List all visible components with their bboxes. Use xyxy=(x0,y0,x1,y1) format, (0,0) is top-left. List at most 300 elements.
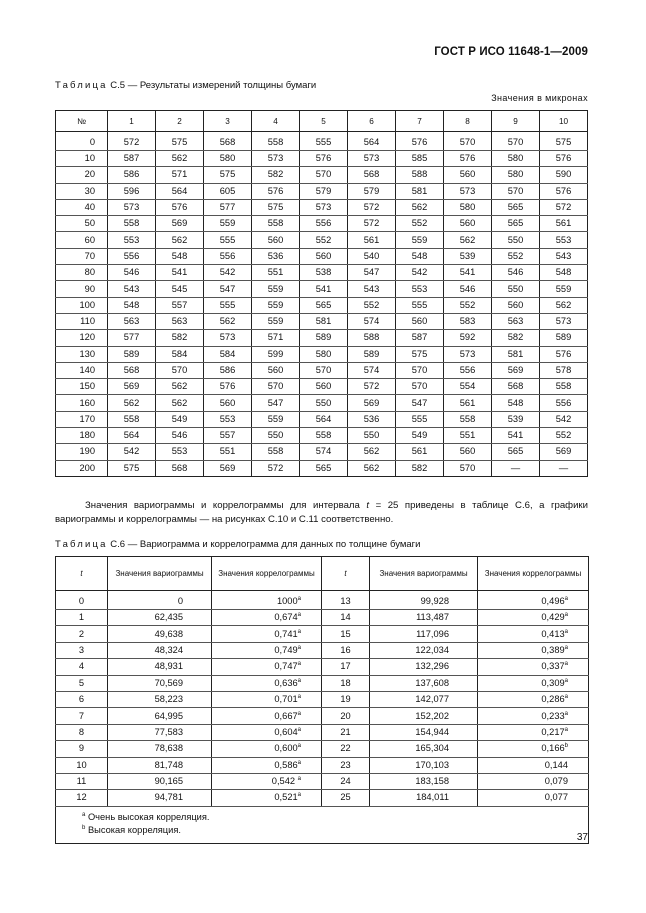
correlogram-cell: 0,389$^a$ xyxy=(478,642,589,658)
value-cell: 553 xyxy=(396,281,444,297)
value-cell: 572 xyxy=(108,132,156,151)
row-index-cell: 30 xyxy=(56,183,108,199)
value-cell: 543 xyxy=(540,248,588,264)
value-cell: 552 xyxy=(444,297,492,313)
value-cell: 576 xyxy=(300,151,348,167)
value-cell: 575 xyxy=(252,199,300,215)
value-cell: 538 xyxy=(300,265,348,281)
value-cell: 546 xyxy=(492,265,540,281)
table-row xyxy=(56,460,588,476)
value-cell: 570 xyxy=(492,183,540,199)
value-cell: 548 xyxy=(540,265,588,281)
correlogram-cell: 0,286$^a$ xyxy=(478,691,589,707)
caption-label: Таблица xyxy=(55,539,108,550)
variogram-cell: 77,583 xyxy=(108,724,212,740)
value-cell: 556 xyxy=(444,362,492,378)
interval-cell: 9 xyxy=(56,741,108,757)
value-cell: 550 xyxy=(492,232,540,248)
value-cell: 556 xyxy=(204,248,252,264)
table-row xyxy=(56,330,588,346)
interval-cell: 7 xyxy=(56,708,108,724)
value-cell: 541 xyxy=(300,281,348,297)
value-cell: 564 xyxy=(348,132,396,151)
correlogram-cell: 1000$^a$ xyxy=(212,591,322,610)
footnote-mark: a xyxy=(297,661,301,668)
table-row xyxy=(56,428,588,444)
value-cell: 577 xyxy=(204,199,252,215)
correlogram-cell: 0,667$^a$ xyxy=(212,708,322,724)
variogram-cell: 170,103 xyxy=(370,757,478,773)
row-index-cell: 130 xyxy=(56,346,108,362)
row-index-cell: 20 xyxy=(56,167,108,183)
value-cell: 555 xyxy=(300,132,348,151)
units-note: Значения в микронах xyxy=(491,93,588,103)
value-cell: 560 xyxy=(252,232,300,248)
value-cell: 596 xyxy=(108,183,156,199)
column-header: 4 xyxy=(252,111,300,132)
interval-cell: 2 xyxy=(56,626,108,642)
value-cell: 588 xyxy=(348,330,396,346)
footnote: $^a$ Очень высокая корреляция. xyxy=(82,811,210,822)
value-cell: 547 xyxy=(396,395,444,411)
correlogram-cell: 0,636$^a$ xyxy=(212,675,322,691)
value-cell: 587 xyxy=(108,151,156,167)
footnote-mark: a xyxy=(564,661,568,668)
footnote-mark: a xyxy=(297,644,301,651)
value-cell: 581 xyxy=(396,183,444,199)
footnote-mark: a xyxy=(297,596,301,602)
value-cell: 586 xyxy=(204,362,252,378)
interval-cell: 4 xyxy=(56,659,108,675)
value-cell: 556 xyxy=(540,395,588,411)
value-cell: 555 xyxy=(396,297,444,313)
variogram-cell: 152,202 xyxy=(370,708,478,724)
column-header: № xyxy=(56,111,108,132)
value-cell: 570 xyxy=(300,167,348,183)
value-cell: 541 xyxy=(156,265,204,281)
variogram-cell: 48,931 xyxy=(108,659,212,675)
row-index-cell: 200 xyxy=(56,460,108,476)
value-cell: 556 xyxy=(300,216,348,232)
table-row xyxy=(56,151,588,167)
value-cell: 569 xyxy=(492,362,540,378)
value-cell: 572 xyxy=(348,216,396,232)
page-number: 37 xyxy=(576,832,588,843)
body-paragraph xyxy=(55,499,588,527)
value-cell: 580 xyxy=(204,151,252,167)
row-index-cell: 60 xyxy=(56,232,108,248)
footnote-mark: a xyxy=(297,792,301,799)
value-cell: 573 xyxy=(300,199,348,215)
header-correlogram-right: Значения коррелограммы xyxy=(478,557,589,591)
value-cell: 589 xyxy=(540,330,588,346)
row-index-cell: 110 xyxy=(56,313,108,329)
value-cell: 557 xyxy=(204,428,252,444)
value-cell: 569 xyxy=(348,395,396,411)
value-cell: — xyxy=(540,460,588,476)
table-row xyxy=(56,444,588,460)
table-row xyxy=(56,362,588,378)
correlogram-cell: 0,521$^a$ xyxy=(212,790,322,806)
value-cell: 553 xyxy=(108,232,156,248)
interval-cell: 25 xyxy=(322,790,370,806)
value-cell: 572 xyxy=(348,379,396,395)
table-row xyxy=(56,248,588,264)
value-cell: 549 xyxy=(156,411,204,427)
row-index-cell: 10 xyxy=(56,151,108,167)
interval-cell: 1 xyxy=(56,610,108,626)
table-row xyxy=(56,346,588,362)
value-cell: 547 xyxy=(252,395,300,411)
value-cell: 558 xyxy=(252,216,300,232)
correlogram-cell: 0,496$^a$ xyxy=(478,591,589,610)
footnote-mark: a xyxy=(564,726,568,733)
value-cell: 548 xyxy=(156,248,204,264)
value-cell: 592 xyxy=(444,330,492,346)
value-cell: 573 xyxy=(540,313,588,329)
value-cell: 552 xyxy=(492,248,540,264)
value-cell: 571 xyxy=(252,330,300,346)
table-row xyxy=(56,132,588,151)
value-cell: 573 xyxy=(108,199,156,215)
value-cell: 572 xyxy=(348,199,396,215)
value-cell: 578 xyxy=(540,362,588,378)
value-cell: 581 xyxy=(492,346,540,362)
value-cell: 559 xyxy=(252,411,300,427)
value-cell: 548 xyxy=(108,297,156,313)
correlogram-cell: 0,337$^a$ xyxy=(478,659,589,675)
variogram-cell: 117,096 xyxy=(370,626,478,642)
value-cell: 543 xyxy=(108,281,156,297)
footnote-mark: a xyxy=(297,776,301,783)
footnote-mark: a xyxy=(564,612,568,619)
table-row xyxy=(56,591,589,610)
correlogram-cell: 0,542 $^a$ xyxy=(212,773,322,789)
table-row xyxy=(56,724,589,740)
value-cell: 556 xyxy=(108,248,156,264)
table-row xyxy=(56,757,589,773)
row-index-cell: 50 xyxy=(56,216,108,232)
value-cell: 575 xyxy=(108,460,156,476)
interval-cell: 19 xyxy=(322,691,370,707)
variogram-cell: 64,995 xyxy=(108,708,212,724)
value-cell: 552 xyxy=(540,428,588,444)
interval-cell: 14 xyxy=(322,610,370,626)
value-cell: 559 xyxy=(252,313,300,329)
value-cell: 584 xyxy=(156,346,204,362)
value-cell: 542 xyxy=(396,265,444,281)
value-cell: 577 xyxy=(108,330,156,346)
footnote-mark: a xyxy=(297,612,301,619)
variogram-cell: 165,304 xyxy=(370,741,478,757)
correlogram-cell: 0,309$^a$ xyxy=(478,675,589,691)
value-cell: 550 xyxy=(492,281,540,297)
correlogram-cell: 0,747$^a$ xyxy=(212,659,322,675)
value-cell: 557 xyxy=(156,297,204,313)
value-cell: 580 xyxy=(492,151,540,167)
value-cell: 575 xyxy=(396,346,444,362)
value-cell: 568 xyxy=(492,379,540,395)
value-cell: 575 xyxy=(540,132,588,151)
value-cell: 576 xyxy=(540,151,588,167)
value-cell: 560 xyxy=(492,297,540,313)
variogram-cell: 99,928 xyxy=(370,591,478,610)
interval-cell: 10 xyxy=(56,757,108,773)
interval-cell: 16 xyxy=(322,642,370,658)
footnote-mark: a xyxy=(564,694,568,701)
correlogram-cell: 0,217$^a$ xyxy=(478,724,589,740)
value-cell: 560 xyxy=(396,313,444,329)
value-cell: 558 xyxy=(540,379,588,395)
value-cell: 572 xyxy=(252,460,300,476)
variogram-cell: 70,569 xyxy=(108,675,212,691)
caption-text: С.6 — Вариограмма и коррелограмма для данных по толщине бумаги xyxy=(110,539,421,550)
variogram-cell: 78,638 xyxy=(108,741,212,757)
table-row xyxy=(56,216,588,232)
paragraph-variable: t xyxy=(366,500,370,511)
header-correlogram-left: Значения коррелограммы xyxy=(212,557,322,591)
value-cell: 562 xyxy=(156,379,204,395)
row-index-cell: 150 xyxy=(56,379,108,395)
value-cell: 574 xyxy=(300,444,348,460)
value-cell: 573 xyxy=(444,346,492,362)
value-cell: 558 xyxy=(108,216,156,232)
value-cell: 570 xyxy=(396,362,444,378)
value-cell: 569 xyxy=(540,444,588,460)
value-cell: 568 xyxy=(348,167,396,183)
value-cell: 560 xyxy=(444,444,492,460)
value-cell: 548 xyxy=(396,248,444,264)
value-cell: 540 xyxy=(348,248,396,264)
value-cell: 564 xyxy=(156,183,204,199)
variogram-cell: 154,944 xyxy=(370,724,478,740)
correlogram-cell: 0,079 xyxy=(478,773,589,789)
row-index-cell: 100 xyxy=(56,297,108,313)
value-cell: 590 xyxy=(540,167,588,183)
correlogram-cell: 0,600$^a$ xyxy=(212,741,322,757)
footnote-mark: a xyxy=(297,694,301,701)
table-row xyxy=(56,691,589,707)
value-cell: 574 xyxy=(348,362,396,378)
column-header: 3 xyxy=(204,111,252,132)
value-cell: 576 xyxy=(540,346,588,362)
value-cell: 546 xyxy=(108,265,156,281)
interval-cell: 15 xyxy=(322,626,370,642)
value-cell: 570 xyxy=(156,362,204,378)
correlogram-cell: 0,741$^a$ xyxy=(212,626,322,642)
header-t-left: t xyxy=(56,557,108,591)
value-cell: 536 xyxy=(252,248,300,264)
row-index-cell: 40 xyxy=(56,199,108,215)
interval-cell: 3 xyxy=(56,642,108,658)
footnote-mark: a xyxy=(564,677,568,684)
header-variogram-left: Значения вариограммы xyxy=(108,557,212,591)
value-cell: 582 xyxy=(396,460,444,476)
footnote-mark: a xyxy=(564,644,568,651)
value-cell: 589 xyxy=(300,330,348,346)
interval-cell: 6 xyxy=(56,691,108,707)
value-cell: 536 xyxy=(348,411,396,427)
value-cell: 570 xyxy=(444,460,492,476)
value-cell: 562 xyxy=(540,297,588,313)
footnote-mark: a xyxy=(297,710,301,717)
value-cell: 552 xyxy=(396,216,444,232)
value-cell: 570 xyxy=(492,132,540,151)
footnote-mark: a xyxy=(297,743,301,750)
value-cell: 561 xyxy=(444,395,492,411)
correlogram-cell: 0,604$^a$ xyxy=(212,724,322,740)
value-cell: 563 xyxy=(156,313,204,329)
value-cell: 548 xyxy=(492,395,540,411)
value-cell: 563 xyxy=(492,313,540,329)
value-cell: 562 xyxy=(156,232,204,248)
value-cell: 572 xyxy=(540,199,588,215)
value-cell: 565 xyxy=(492,444,540,460)
caption-text: С.5 — Результаты измерений толщины бумаги xyxy=(110,80,317,91)
value-cell: 546 xyxy=(156,428,204,444)
footnote: $^b$ Высокая корреляция. xyxy=(82,824,181,835)
value-cell: 589 xyxy=(348,346,396,362)
row-index-cell: 70 xyxy=(56,248,108,264)
value-cell: 575 xyxy=(204,167,252,183)
table-row xyxy=(56,659,589,675)
value-cell: 570 xyxy=(444,132,492,151)
column-header: 7 xyxy=(396,111,444,132)
row-index-cell: 80 xyxy=(56,265,108,281)
interval-cell: 12 xyxy=(56,790,108,806)
table-row xyxy=(56,708,589,724)
value-cell: 576 xyxy=(204,379,252,395)
variogram-cell: 122,034 xyxy=(370,642,478,658)
value-cell: 555 xyxy=(396,411,444,427)
value-cell: 552 xyxy=(300,232,348,248)
table-row xyxy=(56,297,588,313)
row-index-cell: 90 xyxy=(56,281,108,297)
table-header-row xyxy=(56,557,589,591)
value-cell: 551 xyxy=(204,444,252,460)
value-cell: 580 xyxy=(492,167,540,183)
header-variogram-right: Значения вариограммы xyxy=(370,557,478,591)
column-header: 5 xyxy=(300,111,348,132)
interval-cell: 24 xyxy=(322,773,370,789)
footnote-mark: a xyxy=(564,596,568,602)
value-cell: 585 xyxy=(396,151,444,167)
value-cell: 561 xyxy=(540,216,588,232)
value-cell: 562 xyxy=(396,199,444,215)
value-cell: 575 xyxy=(156,132,204,151)
table-header-row xyxy=(56,111,588,132)
variogram-cell: 94,781 xyxy=(108,790,212,806)
value-cell: 542 xyxy=(108,444,156,460)
interval-cell: 0 xyxy=(56,591,108,610)
table-row xyxy=(56,411,588,427)
value-cell: 570 xyxy=(396,379,444,395)
value-cell: 555 xyxy=(204,297,252,313)
value-cell: 583 xyxy=(444,313,492,329)
value-cell: 599 xyxy=(252,346,300,362)
value-cell: 576 xyxy=(156,199,204,215)
value-cell: 551 xyxy=(252,265,300,281)
table-row xyxy=(56,183,588,199)
variogram-cell: 48,324 xyxy=(108,642,212,658)
variogram-cell: 142,077 xyxy=(370,691,478,707)
footnote-mark: a xyxy=(297,759,301,766)
value-cell: 573 xyxy=(348,151,396,167)
variogram-cell: 49,638 xyxy=(108,626,212,642)
value-cell: 553 xyxy=(204,411,252,427)
table-row xyxy=(56,395,588,411)
value-cell: 560 xyxy=(300,248,348,264)
table-row xyxy=(56,790,589,806)
interval-cell: 17 xyxy=(322,659,370,675)
value-cell: 573 xyxy=(444,183,492,199)
interval-cell: 5 xyxy=(56,675,108,691)
variogram-cell: 137,608 xyxy=(370,675,478,691)
table-row xyxy=(56,265,588,281)
value-cell: 559 xyxy=(540,281,588,297)
table-row xyxy=(56,773,589,789)
value-cell: 564 xyxy=(300,411,348,427)
value-cell: 550 xyxy=(252,428,300,444)
caption-label: Таблица xyxy=(55,80,108,91)
value-cell: 559 xyxy=(396,232,444,248)
value-cell: 565 xyxy=(300,297,348,313)
table-row xyxy=(56,232,588,248)
correlogram-cell: 0,077 xyxy=(478,790,589,806)
variogram-cell: 81,748 xyxy=(108,757,212,773)
correlogram-cell: 0,674$^a$ xyxy=(212,610,322,626)
variogram-cell: 0 xyxy=(108,591,212,610)
correlogram-cell: 0,701$^a$ xyxy=(212,691,322,707)
table-row xyxy=(56,167,588,183)
value-cell: 543 xyxy=(348,281,396,297)
correlogram-cell: 0,586$^a$ xyxy=(212,757,322,773)
row-index-cell: 160 xyxy=(56,395,108,411)
table-row xyxy=(56,313,588,329)
header-t-right: t xyxy=(322,557,370,591)
value-cell: 581 xyxy=(300,313,348,329)
thickness-table xyxy=(55,110,588,477)
value-cell: 560 xyxy=(252,362,300,378)
value-cell: 545 xyxy=(156,281,204,297)
row-index-cell: 140 xyxy=(56,362,108,378)
table-row xyxy=(56,741,589,757)
value-cell: 580 xyxy=(300,346,348,362)
value-cell: 546 xyxy=(444,281,492,297)
value-cell: 586 xyxy=(108,167,156,183)
variogram-cell: 58,223 xyxy=(108,691,212,707)
value-cell: 582 xyxy=(252,167,300,183)
variogram-cell: 62,435 xyxy=(108,610,212,626)
correlogram-cell: 0,749$^a$ xyxy=(212,642,322,658)
value-cell: 574 xyxy=(348,313,396,329)
value-cell: 563 xyxy=(108,313,156,329)
table-row xyxy=(56,626,589,642)
value-cell: 539 xyxy=(444,248,492,264)
value-cell: 551 xyxy=(444,428,492,444)
variogram-cell: 90,165 xyxy=(108,773,212,789)
value-cell: 558 xyxy=(252,132,300,151)
footnote-mark: a xyxy=(297,726,301,733)
value-cell: 570 xyxy=(300,362,348,378)
value-cell: 553 xyxy=(156,444,204,460)
variogram-cell: 113,487 xyxy=(370,610,478,626)
paragraph-text-1: Значения вариограммы и коррелограммы для интервала xyxy=(85,500,367,511)
variogram-cell: 184,011 xyxy=(370,790,478,806)
value-cell: 562 xyxy=(156,151,204,167)
column-header: 8 xyxy=(444,111,492,132)
value-cell: 554 xyxy=(444,379,492,395)
